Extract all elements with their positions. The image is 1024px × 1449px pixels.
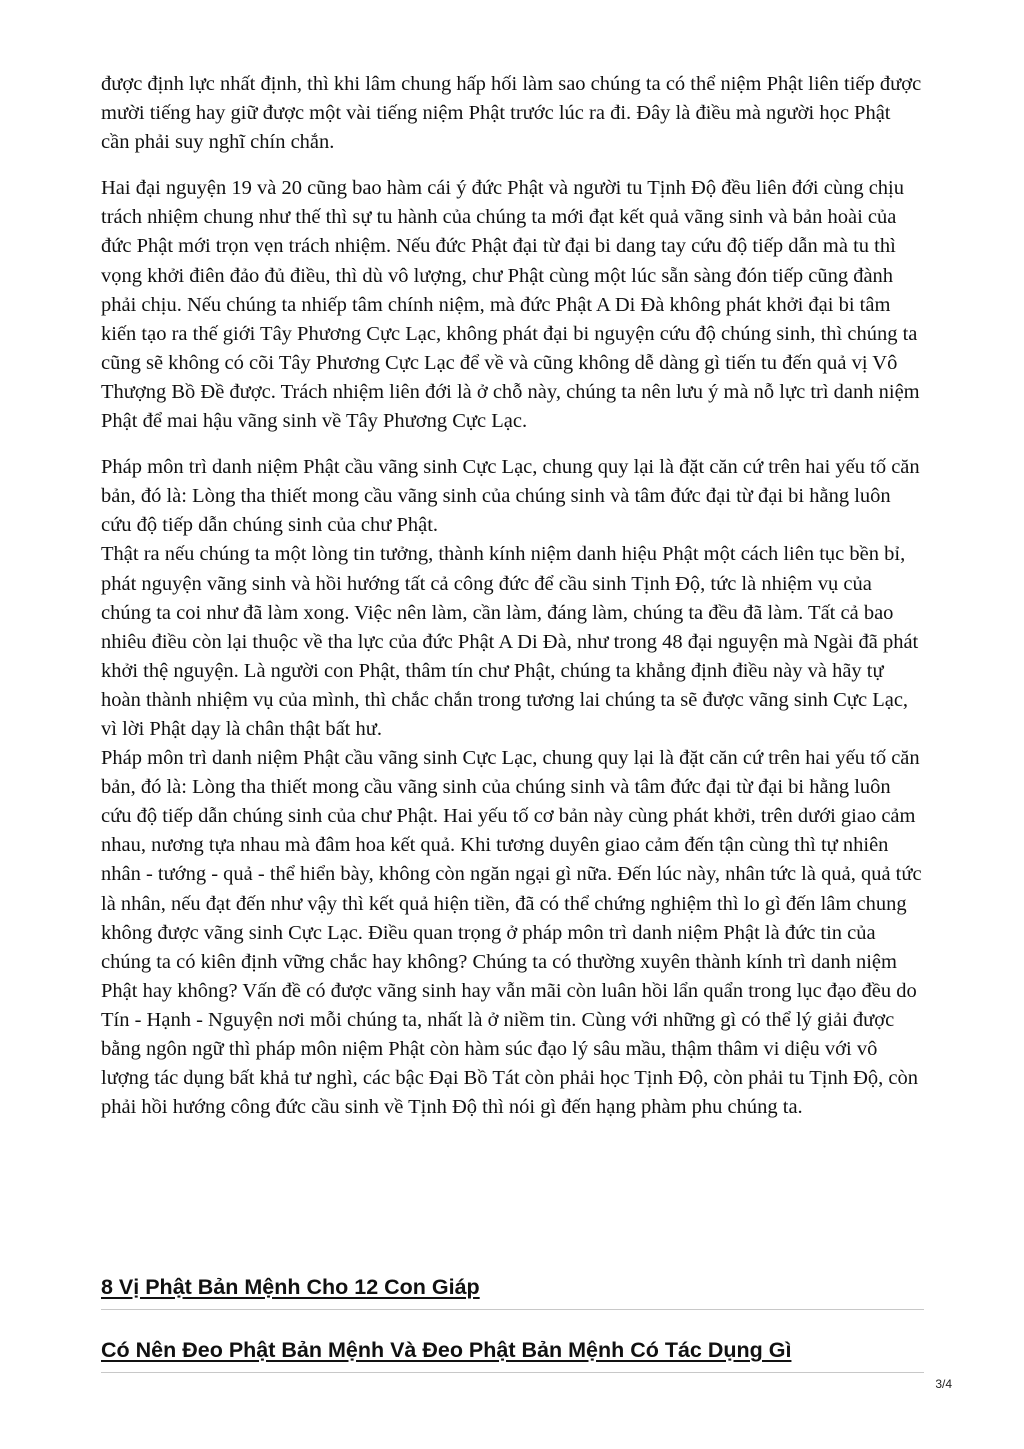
- related-article-link[interactable]: Có Nên Đeo Phật Bản Mệnh Và Đeo Phật Bản Mệnh Có Tác Dụng Gì: [101, 1335, 924, 1373]
- paragraph: Pháp môn trì danh niệm Phật cầu vãng sinh Cực Lạc, chung quy lại là đặt căn cứ trên hai yếu tố căn bản, đó là: Lòng tha thiết mong cầu vãng sinh của chúng sinh và tâm đức đại từ đại bi hằng luôn cứu độ tiếp dẫn chúng sinh của chư Phật.: [101, 456, 920, 537]
- paragraph: Pháp môn trì danh niệm Phật cầu vãng sinh Cực Lạc, chung quy lại là đặt căn cứ trên hai yếu tố căn bản, đó là: Lòng tha thiết mong cầu vãng sinh của chúng sinh và tâm đức đại từ đại bi hằng luôn cứu độ tiếp dẫn chúng sinh của chư Phật. Hai yếu tố cơ bản này cùng phát khởi, trên dưới giao cảm nhau, nương tựa nhau mà đâm hoa kết quả. Khi tương duyên giao cảm đến tận cùng thì tự nhiên nhân - tướng - quả - thể hiển bày, không còn ngăn ngại gì nữa. Đến lúc này, nhân tức là quả, quả tức là nhân, nếu đạt đến như vậy thì kết quả hiện tiền, đã có thể chứng nghiệm thì lo gì đến lâm chung không được vãng sinh Cực Lạc. Điều quan trọng ở pháp môn trì danh niệm Phật là đức tin của chúng ta có kiên định vững chắc hay không? Chúng ta có thường xuyên thành kính trì danh niệm Phật hay không? Vấn đề có được vãng sinh hay vẫn mãi còn luân hồi lẩn quẩn trong lục đạo đều do Tín - Hạnh - Nguyện nơi mỗi chúng ta, nhất là ở niềm tin. Cùng với những gì có thể lý giải được bằng ngôn ngữ thì pháp môn niệm Phật còn hàm súc đạo lý sâu mầu, thậm thâm vi diệu với vô lượng tác dụng bất khả tư nghì, các bậc Đại Bồ Tát còn phải học Tịnh Độ, còn phải tu Tịnh Độ, còn phải hồi hướng công đức cầu sinh về Tịnh Độ thì nói gì đến hạng phàm phu chúng ta.: [101, 747, 922, 1119]
- page-number: 3/4: [935, 1377, 952, 1391]
- paragraph: Thật ra nếu chúng ta một lòng tin tưởng, thành kính niệm danh hiệu Phật một cách liên tục bền bỉ, phát nguyện vãng sinh và hồi hướng tất cả công đức để cầu sinh Tịnh Độ, tức là nhiệm vụ của chúng ta coi như đã làm xong. Việc nên làm, cần làm, đáng làm, chúng ta đều đã làm. Tất cả bao nhiêu điều còn lại thuộc về tha lực của đức Phật A Di Đà, như trong 48 đại nguyện mà Ngài đã phát khởi thệ nguyện. Là người con Phật, thâm tín chư Phật, chúng ta khẳng định điều này và hãy tự hoàn thành nhiệm vụ của mình, thì chắc chắn trong tương lai chúng ta sẽ được vãng sinh Cực Lạc, vì lời Phật dạy là chân thật bất hư.: [101, 543, 919, 740]
- paragraph: được định lực nhất định, thì khi lâm chung hấp hối làm sao chúng ta có thể niệm Phật liên tiếp được mười tiếng hay giữ được một vài tiếng niệm Phật trước lúc ra đi. Đây là điều mà người học Phật cần phải suy nghĩ chín chắn.: [101, 73, 922, 154]
- document-body: [101, 70, 924, 1122]
- related-links: [101, 1272, 924, 1373]
- related-article-link[interactable]: 8 Vị Phật Bản Mệnh Cho 12 Con Giáp: [101, 1272, 924, 1310]
- paragraph: Hai đại nguyện 19 và 20 cũng bao hàm cái ý đức Phật và người tu Tịnh Độ đều liên đới cùng chịu trách nhiệm chung như thế thì sự tu hành của chúng ta mới đạt kết quả vãng sinh và bản hoài của đức Phật mới trọn vẹn trách nhiệm. Nếu đức Phật đại từ đại bi dang tay cứu độ tiếp dẫn mà tu thì vọng khởi điên đảo đủ điều, thì dù vô lượng, chư Phật cùng một lúc sẵn sàng đón tiếp cũng đành phải chịu. Nếu chúng ta nhiếp tâm chính niệm, mà đức Phật A Di Đà không phát khởi đại bi tâm kiến tạo ra thế giới Tây Phương Cực Lạc, không phát đại bi nguyện cứu độ chúng sinh, thì chúng ta cũng sẽ không có cõi Tây Phương Cực Lạc để về và cũng không dễ dàng gì tiến tu đến quả vị Vô Thượng Bồ Đề được. Trách nhiệm liên đới là ở chỗ này, chúng ta nên lưu ý mà nỗ lực trì danh niệm Phật để mai hậu vãng sinh về Tây Phương Cực Lạc.: [101, 177, 920, 433]
